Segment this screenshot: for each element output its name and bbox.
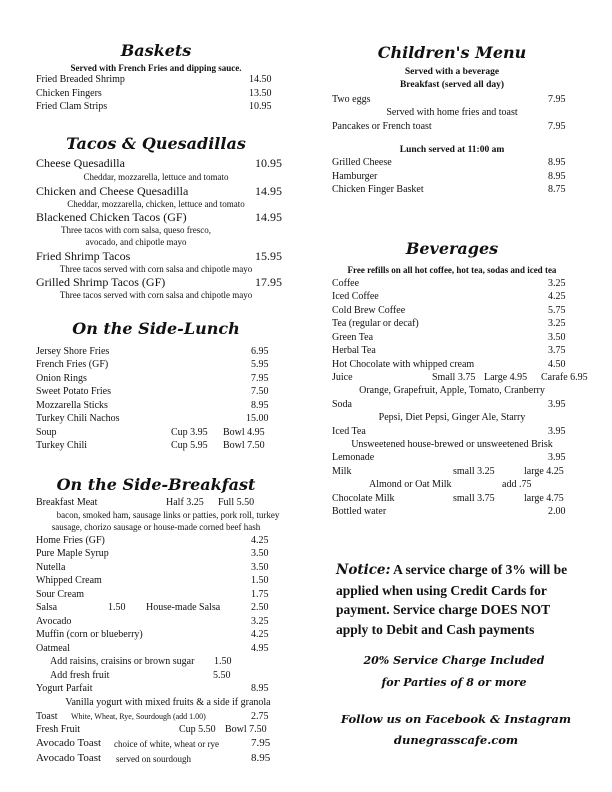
menu-item: Whipped Cream — [36, 575, 102, 586]
menu-price: 1.50 — [108, 602, 126, 613]
small-price: small 3.25 — [453, 466, 495, 477]
childrens-breakfast-note: Breakfast (served all day) — [399, 80, 505, 90]
menu-item: Oatmeal — [36, 643, 70, 654]
service-charge-notice: Notice: A service charge of 3% will be applied when using Credit Cards for payment. Service charge DOES NOT apply to Debit and Cash payments — [336, 562, 568, 637]
small-price: Small 3.75 — [432, 372, 476, 383]
menu-price: 3.50 — [251, 548, 269, 559]
carafe-price: Carafe 6.95 — [541, 372, 588, 383]
cup-price: Cup 5.95 — [171, 440, 208, 451]
menu-item: Nutella — [36, 562, 66, 573]
baskets-heading: Baskets — [120, 41, 192, 60]
item-description: Three tacos served with corn salsa and chipotle mayo — [59, 290, 253, 300]
menu-price: 8.95 — [548, 171, 566, 182]
menu-item: Herbal Tea — [332, 345, 376, 356]
menu-price: 4.25 — [548, 291, 566, 302]
menu-price: 4.25 — [251, 535, 269, 546]
side-lunch-heading: On the Side-Lunch — [72, 319, 240, 338]
menu-item: Toast — [36, 711, 58, 722]
item-description: Served with home fries and toast — [386, 107, 518, 118]
menu-item: Avocado Toast — [36, 737, 102, 749]
menu-price: 3.50 — [548, 332, 566, 343]
bowl-price: Bowl 7.50 — [223, 440, 265, 451]
notice-label: Notice: — [336, 562, 391, 578]
item-description: Pepsi, Diet Pepsi, Ginger Ale, Starry — [378, 412, 526, 423]
menu-item: Green Tea — [332, 332, 374, 343]
item-description: White, Wheat, Rye, Sourdough (add 1.00) — [71, 712, 206, 721]
baskets-note: Served with French Fries and dipping sauce. — [70, 63, 242, 73]
add-on-price: 1.50 — [214, 656, 232, 667]
menu-price: 1.50 — [251, 575, 269, 586]
menu-price: 4.25 — [251, 629, 269, 640]
menu-price: 3.25 — [251, 616, 269, 627]
menu-item: Pancakes or French toast — [332, 121, 432, 132]
menu-item: Cold Brew Coffee — [332, 305, 406, 316]
menu-item: Turkey Chili — [36, 440, 88, 451]
menu-item: Sweet Potato Fries — [36, 386, 111, 397]
menu-item: Bottled water — [332, 506, 387, 517]
item-description: served on sourdough — [116, 754, 191, 764]
menu-price: 7.50 — [251, 386, 269, 397]
menu-price: 15.00 — [246, 413, 269, 424]
menu-price: 13.50 — [249, 88, 272, 99]
menu-item: Sour Cream — [36, 589, 85, 600]
item-description: choice of white, wheat or rye — [114, 739, 219, 749]
menu-item: Mozzarella Sticks — [36, 400, 108, 411]
menu-price: 6.95 — [251, 346, 269, 357]
item-description: Three tacos with corn salsa, queso fresco, — [61, 225, 211, 235]
menu-item: Coffee — [332, 278, 360, 289]
menu-item: Chicken and Cheese Quesadilla — [36, 184, 189, 198]
menu-price: 7.95 — [251, 737, 271, 749]
menu-price: 8.95 — [548, 157, 566, 168]
menu-price: 10.95 — [249, 101, 272, 112]
website: dunegrasscafe.com — [393, 733, 519, 747]
party-size-note: for Parties of 8 or more — [381, 676, 527, 689]
menu-price: 8.95 — [251, 400, 269, 411]
menu-item: Hot Chocolate with whipped cream — [332, 359, 475, 370]
add-on-item: Add raisins, craisins or brown sugar — [50, 656, 195, 667]
menu-price: 4.50 — [548, 359, 566, 370]
item-description: Three tacos served with corn salsa and chipotle mayo — [59, 264, 253, 274]
menu-item: House-made Salsa — [146, 602, 221, 613]
menu-item: Cheese Quesadilla — [36, 156, 125, 170]
bowl-price: Bowl 7.50 — [225, 724, 267, 735]
beverages-heading: Beverages — [405, 239, 499, 258]
childrens-note: Served with a beverage — [404, 67, 500, 77]
tacos-heading: Tacos & Quesadillas — [66, 134, 246, 153]
menu-item: Two eggs — [332, 94, 371, 105]
item-description: sausage, chorizo sausage or house-made corned beef hash — [51, 522, 261, 532]
menu-item: Yogurt Parfait — [36, 683, 93, 694]
menu-price: 7.95 — [251, 373, 269, 384]
menu-item: Pure Maple Syrup — [36, 548, 109, 559]
menu-item: Chicken Fingers — [36, 88, 102, 99]
menu-item: French Fries (GF) — [36, 359, 109, 370]
party-service-charge: 20% Service Charge Included — [363, 654, 545, 667]
menu-price: 2.50 — [251, 602, 269, 613]
menu-item: Grilled Cheese — [332, 157, 392, 168]
item-description: Vanilla yogurt with mixed fruits & a side if granola — [65, 697, 271, 708]
menu-item: Chicken Finger Basket — [332, 184, 424, 195]
menu-item: Fresh Fruit — [36, 724, 81, 735]
side-breakfast-heading: On the Side-Breakfast — [56, 475, 256, 494]
full-price: Full 5.50 — [218, 497, 255, 508]
menu-item: Fried Clam Strips — [36, 101, 108, 112]
refill-note: Free refills on all hot coffee, hot tea, sodas and iced tea — [347, 265, 557, 275]
menu-item: Breakfast Meat — [36, 497, 98, 508]
half-price: Half 3.25 — [166, 497, 204, 508]
add-on-item: Almond or Oat Milk — [369, 479, 452, 490]
menu-item: Iced Tea — [332, 426, 366, 437]
menu-price: 3.95 — [548, 426, 566, 437]
menu-price: 7.95 — [548, 94, 566, 105]
menu-item: Jersey Shore Fries — [36, 346, 110, 357]
large-price: large 4.75 — [524, 493, 564, 504]
menu-price: 14.50 — [249, 74, 272, 85]
menu-price: 4.95 — [251, 643, 269, 654]
small-price: small 3.75 — [453, 493, 495, 504]
bowl-price: Bowl 4.95 — [223, 427, 265, 438]
childrens-menu-heading: Children's Menu — [377, 43, 527, 62]
menu-price: 5.95 — [251, 359, 269, 370]
large-price: large 4.25 — [524, 466, 564, 477]
menu-item: Blackened Chicken Tacos (GF) — [36, 210, 187, 224]
menu-item: Fried Shrimp Tacos — [36, 249, 131, 263]
menu-price: 17.95 — [255, 275, 282, 289]
menu-item: Home Fries (GF) — [36, 535, 105, 546]
menu-price: 7.95 — [548, 121, 566, 132]
menu-price: 15.95 — [255, 249, 282, 263]
item-description: Unsweetened house-brewed or unsweetened Brisk — [351, 439, 553, 450]
item-description: Cheddar, mozzarella, chicken, lettuce and tomato — [67, 199, 245, 209]
menu-item: Iced Coffee — [332, 291, 379, 302]
menu-item: Avocado — [36, 616, 72, 627]
menu-item: Grilled Shrimp Tacos (GF) — [36, 275, 166, 289]
menu-item: Lemonade — [332, 452, 375, 463]
item-description: bacon, smoked ham, sausage links or patties, pork roll, turkey — [56, 510, 280, 520]
menu-item: Juice — [332, 372, 353, 383]
menu-item: Turkey Chili Nachos — [36, 413, 120, 424]
menu-item: Soup — [36, 427, 57, 438]
item-description: avocado, and chipotle mayo — [85, 237, 187, 247]
menu-price: 3.25 — [548, 318, 566, 329]
menu-price: 14.95 — [255, 210, 282, 224]
menu-item: Fried Breaded Shrimp — [36, 74, 125, 85]
menu-price: 14.95 — [255, 184, 282, 198]
item-description: Orange, Grapefruit, Apple, Tomato, Cranberry — [359, 385, 545, 396]
cup-price: Cup 5.50 — [179, 724, 216, 735]
menu-price: 1.75 — [251, 589, 269, 600]
menu-price: 8.95 — [251, 683, 269, 694]
add-on-item: Add fresh fruit — [50, 670, 110, 681]
lunch-note: Lunch served at 11:00 am — [399, 145, 505, 155]
menu-item: Milk — [332, 466, 352, 477]
menu-price: 3.95 — [548, 452, 566, 463]
menu-price: 3.75 — [548, 345, 566, 356]
menu-price: 5.75 — [548, 305, 566, 316]
item-description: Cheddar, mozzarella, lettuce and tomato — [83, 172, 229, 182]
menu-price: 2.00 — [548, 506, 566, 517]
menu-item: Tea (regular or decaf) — [332, 318, 419, 329]
menu-price: 8.75 — [548, 184, 566, 195]
menu-price: 2.75 — [251, 711, 269, 722]
menu-item: Hamburger — [332, 171, 378, 182]
social-follow: Follow us on Facebook & Instagram — [340, 712, 572, 726]
menu-price: 10.95 — [255, 156, 282, 170]
menu-price: 3.25 — [548, 278, 566, 289]
add-on-price: 5.50 — [213, 670, 231, 681]
menu-item: Soda — [332, 399, 352, 410]
menu-item: Salsa — [36, 602, 58, 613]
menu-item: Onion Rings — [36, 373, 87, 384]
menu-price: 8.95 — [251, 752, 271, 764]
menu-price: 3.50 — [251, 562, 269, 573]
menu-item: Chocolate Milk — [332, 493, 395, 504]
large-price: Large 4.95 — [484, 372, 528, 383]
menu-item: Muffin (corn or blueberry) — [36, 629, 143, 640]
menu-price: 3.95 — [548, 399, 566, 410]
menu-item: Avocado Toast — [36, 752, 102, 764]
cup-price: Cup 3.95 — [171, 427, 208, 438]
add-on-price: add .75 — [502, 479, 532, 490]
